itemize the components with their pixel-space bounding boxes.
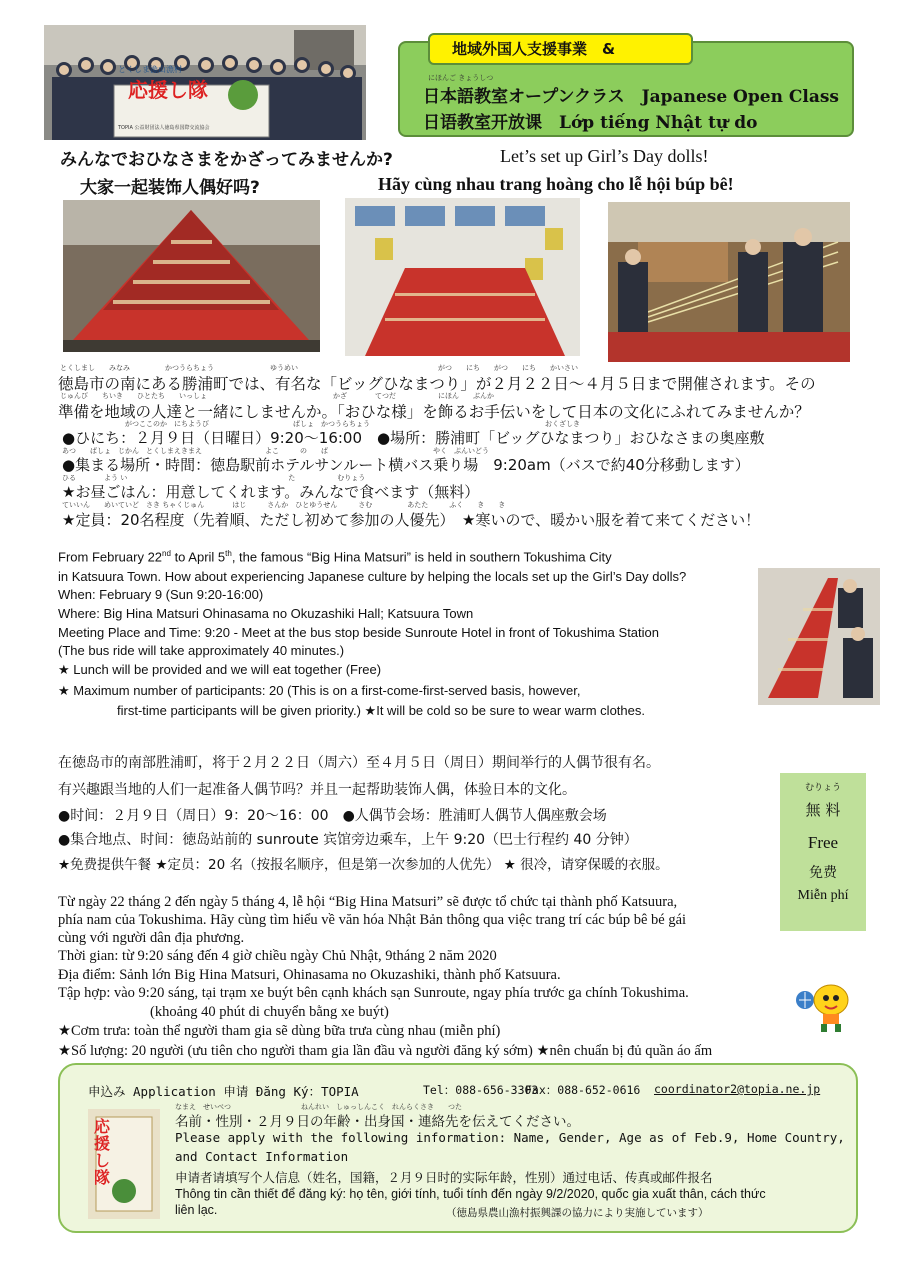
doll-pyramid-photo (63, 200, 320, 352)
vn-bus: (khoảng 40 phút di chuyển bằng xe buýt) (150, 1004, 389, 1020)
vn-place: Địa điểm: Sảnh lớn Big Hina Matsuri, Ohinasama no Okuzashiki, thành phố Katsuura. (58, 967, 561, 983)
vn-time: Thời gian: từ 9:20 sáng đến 4 giờ chiều ngày Chủ Nhật, 9tháng 2 năm 2020 (58, 948, 497, 964)
jp-paragraph-2: 準備を地域の人達と一緒にしませんか。「おひな様」を飾るお手伝いをして日本の文化にふれてみませんか？ (58, 403, 810, 421)
cn-line-5: ★免费提供午餐 ★定员：20 名（按报名顺序，但是第一次参加的人优先） ★ 很冷，请穿保暖的衣服。 (58, 857, 669, 873)
cn-line-3: ●时间：２月９日（周日）9：20～16：00 ●人偶节会场：胜浦町人偶节人偶座敷会场 (58, 808, 607, 824)
en-lunch: ★ Lunch will be provided and we will eat together (Free) (58, 662, 382, 677)
doll-display-photo (345, 198, 580, 356)
en-bus: (The bus ride will take approximately 40 minutes.) (58, 643, 345, 658)
jp-date-place: ●ひにち：２月９日（日曜日）9:20～16:00 ●場所：勝浦町「ビッグひなまつり」おひなさまの奥座敷 (62, 429, 765, 447)
title-en: Let’s set up Girl’s Day dolls! (500, 146, 709, 166)
banner-mascot-icon (228, 80, 258, 110)
en-priority: first-time participants will be given priority.) ★It will be cold so be sure to wear warm clothes. (117, 703, 645, 718)
free-ruby: むりょう (804, 783, 841, 793)
free-vn: Miễn phí (797, 888, 849, 903)
title-jp: みんなでおひなさまをかざってみませんか? (60, 150, 393, 170)
en-sup-2: th (225, 549, 232, 558)
free-jp: 無 料 (805, 801, 841, 819)
free-en: Free (807, 833, 839, 852)
banner-sign-small: とくしま漁山漁村 (118, 65, 182, 74)
header-line-1: 日本語教室オープンクラス Japanese Open Class (423, 87, 839, 107)
en-sup-1: nd (162, 549, 171, 558)
en-where: Where: Big Hina Matsuri Ohinasama no Okuzashiki Hall; Katsuura Town (58, 606, 474, 621)
en-capacity: ★ Maximum number of participants: 20 (This is on a first-come-first-served basis, however, (58, 683, 581, 698)
application-cn: 申请者请填写个人信息（姓名，国籍，２月９日时的实际年龄，性别）通过电话、传真或邮件报名 (175, 1170, 713, 1185)
cn-line-1: 在徳岛市的南部胜浦町，将于２月２２日（周六）至４月５日（周日）期间举行的人偶节很有名。 (58, 755, 660, 771)
application-head: 申込み Application 申请 Đăng Ký：TOPIA (88, 1084, 359, 1099)
jp-ruby-6: ていいん めいていど さき ちゃくじゅん はじ さんか ひとゆうせん さむ あたた ふく き き (62, 501, 506, 509)
title-vn: Hãy cùng nhau trang hoàng cho lễ hội búp bê! (378, 174, 734, 194)
jp-ruby-4: あつ ばしょ じかん とくしまえきまえ よこ の ば やく ぷんいどう (62, 447, 489, 455)
vn-line-3: cùng với người dân địa phương. (58, 930, 245, 946)
application-en-2: and Contact Information (175, 1149, 349, 1164)
en-meeting: Meeting Place and Time: 9:20 - Meet at the bus stop beside Sunroute Hotel in front of Tokushima Station (58, 625, 659, 640)
vn-meeting: Tập hợp: vào 9:20 sáng, tại trạm xe buýt bên cạnh khách sạn Sunroute, ngay phía trước ga chính Tokushima. (58, 985, 689, 1001)
vn-line-1: Từ ngày 22 tháng 2 đến ngày 5 tháng 4, lễ hội “Big Hina Matsuri” sẽ được tổ chức tại thành phố Katsuura, (58, 894, 678, 910)
en-when: When: February 9 (Sun 9:20-16:00) (58, 587, 264, 602)
cn-line-2: 有兴趣跟当地的人们一起准备人偶节吗？并且一起帮助装饰人偶，体验日本的文化。 (58, 782, 576, 798)
jp-paragraph-1: 徳島市の南にある勝浦町では、有名な「ビッグひなまつり」が２月２２日～４月５日まで開催されます。その (58, 375, 816, 393)
application-footer: （徳島県農山漁村振興課の協力により実施しています） (446, 1207, 709, 1219)
header-pill: 地域外国人支援事業 & (428, 33, 693, 65)
cn-line-4: ●集合地点、时间：徳岛站前的 sunroute 宾馆旁边乘车，上午 9:20（巴士行程约 40 分钟） (58, 832, 638, 848)
jp-ruby-5: ひる よう い た むりょう (62, 474, 366, 482)
jp-capacity: ★定員：20名程度（先着順、ただし初めて参加の人優先） ★寒いので、暖かい服を着て来てください！ (62, 511, 761, 529)
header-line-2: 日语教室开放课 Lớp tiếng Nhật tự do (423, 113, 758, 133)
application-tel: Tel：088-656-3303 (423, 1083, 539, 1097)
application-email[interactable]: coordinator2@topia.ne.jp (654, 1082, 821, 1096)
en-line-1c: , the famous “Big Hina Matsuri” is held in southern Tokushima City (231, 549, 612, 565)
jp-ruby-2: じゅんび ちいき ひとたち いっしょ かざ てつだ にほん ぶんか (60, 392, 494, 400)
en-line-2: in Katsuura Town. How about experiencing Japanese culture by helping the locals set up the Girl’s Day dolls? (58, 569, 687, 584)
application-ruby: なまえ せいべつ ねんれい しゅっしんこく れんらくさき つた (175, 1103, 462, 1111)
volunteers-photo (608, 202, 850, 362)
jp-lunch: ★お昼ごはん：用意してくれます。みんなで食べます（無料） (62, 483, 480, 501)
title-cn: 大家一起装饰人偶好吗? (80, 178, 260, 198)
banner-sign-sub: TOPIA 公益財団法人徳島県国際交流協会 (118, 125, 210, 131)
banner-sign-title: 応援し隊 (128, 78, 208, 102)
vn-lunch: ★Cơm trưa: toàn thể người tham gia sẽ dùng bữa trưa cùng nhau (miễn phí) (58, 1023, 501, 1039)
free-cn: 免费 (809, 865, 837, 881)
application-en-1: Please apply with the following information: Name, Gender, Age as of Feb.9, Home Country, (175, 1130, 845, 1145)
en-line-1b: to April 5 (170, 549, 226, 565)
vn-line-2: phía nam của Tokushima. Hãy cùng tìm hiểu về văn hóa Nhật Bản thông qua việc trang trí các búp bê bé gái (58, 912, 687, 928)
doll-steps-photo (758, 568, 880, 705)
vn-capacity: ★Số lượng: 20 người (ưu tiên cho người tham gia lần đầu và người đăng ký sớm) ★nên chuẩn bị đủ quần áo ấm (58, 1043, 713, 1059)
application-vn-2: liên lạc. (175, 1203, 218, 1217)
en-line-1 (58, 549, 612, 564)
application-fax: Fax：088-652-0616 (525, 1083, 641, 1097)
badge-text: 応援し隊 (94, 1117, 111, 1187)
application-jp: 名前・性別・２月９日の年齢・出身国・連絡先を伝えてください。 (175, 1114, 580, 1130)
header-ruby: にほんご きょうしつ (428, 74, 494, 82)
jp-meeting: ●集まる場所・時間：徳島駅前ホテルサンルート横バス乗り場 9:20am（バスで約40分移動します） (62, 456, 750, 474)
jp-ruby-3: がつここのか にちようび ばしょ かつうらちょう おくざしき (62, 420, 580, 428)
en-line-1a: From February 22 (58, 549, 163, 565)
application-vn-1: Thông tin cần thiết để đăng ký: họ tên, giới tính, tuổi tính đến ngày 9/2/2020, quốc gia xuất thân, cách thức (175, 1187, 766, 1201)
jp-ruby-1: とくしまし みなみ かつうらちょう ゆうめい がつ にち がつ にち かいさい (60, 364, 578, 372)
mascot-icon (795, 980, 855, 1035)
